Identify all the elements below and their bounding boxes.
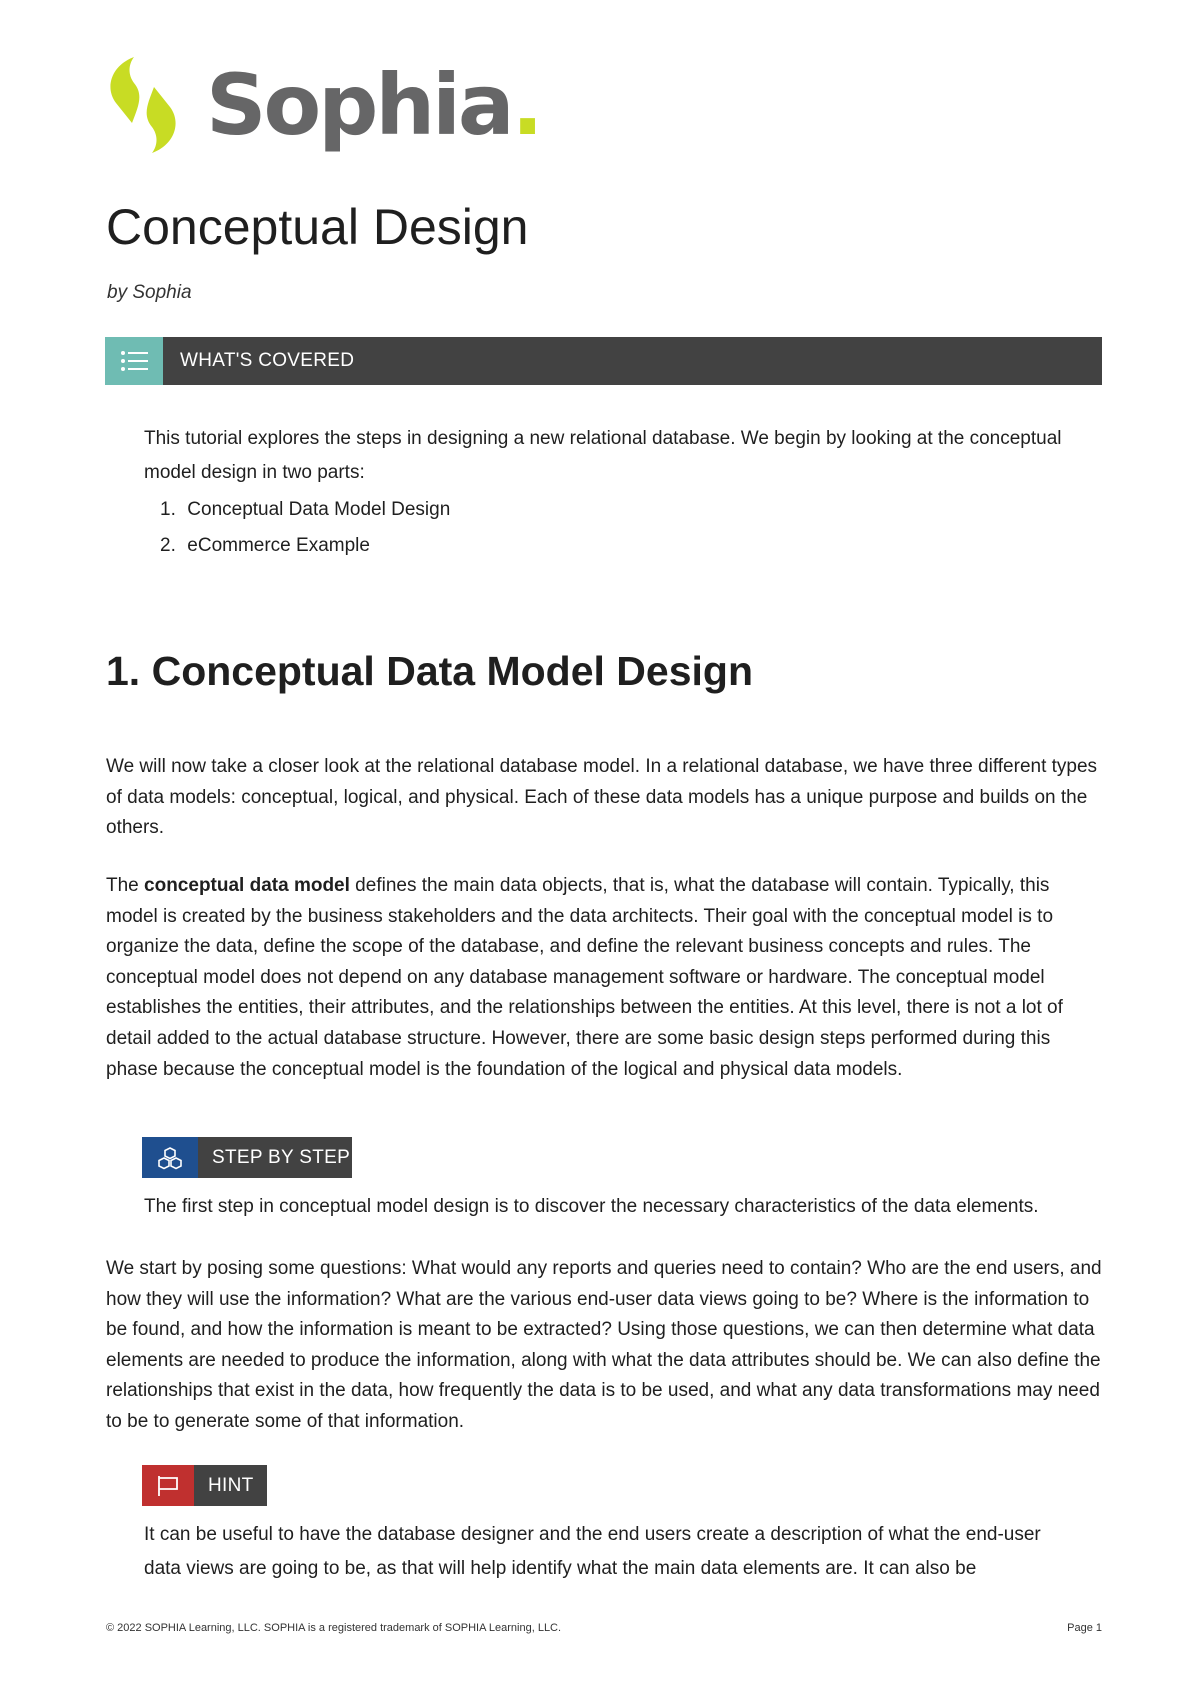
paragraph-intro: We will now take a closer look at the relational database model. In a relational database, we have three different types of data models: conceptual, logical, and physical. Each of these data models has a unique purpose and builds on the others. (106, 756, 1098, 839)
logo-word-text: Sophia (206, 56, 512, 154)
flag-icon (142, 1465, 194, 1506)
whats-covered-intro: This tutorial explores the steps in designing a new relational database. We begin by looking at the conceptual model design in two parts: (144, 428, 1062, 483)
list-item-number: 1. (160, 499, 176, 520)
byline: by Sophia (107, 282, 192, 303)
whats-covered-label: WHAT'S COVERED (180, 350, 355, 371)
sophia-wordmark (206, 56, 541, 154)
hint-text: It can be useful to have the database designer and the end users create a description of what the end-user data views are going to be, as that will help identify what the main data elements are. It can also be (144, 1524, 1041, 1579)
hint-label: HINT (208, 1474, 254, 1496)
logo-dot: . (511, 56, 541, 154)
list-item (160, 492, 1064, 528)
list-item (160, 528, 1064, 564)
step-by-step-label: STEP BY STEP (212, 1146, 351, 1168)
whats-covered-body (144, 422, 1064, 564)
paragraph-prefix: The (106, 875, 145, 896)
step-by-step-banner (142, 1137, 352, 1178)
list-icon (105, 337, 163, 385)
step-by-step-text: The first step in conceptual model design is to discover the necessary characteristics of the data elements. (144, 1196, 1039, 1217)
list-item-text: eCommerce Example (187, 535, 370, 556)
sophia-logo (104, 55, 541, 155)
list-item-number: 2. (160, 535, 176, 556)
hint-banner (142, 1465, 267, 1506)
paragraph-questions: We start by posing some questions: What would any reports and queries need to contain? Who are the end users, and how they will use the information? What are the various end-user data views going to be? Where is the information to be found, and how the information is meant to be extracted? Using those questions, we can then determine what data elements are needed to produce the information, along with what the data attributes should be. We can also define the relationships that exist in the data, how frequently the data is to be used, and what any data transformations may need to be to generate some of that information. (106, 1258, 1102, 1432)
whats-covered-banner (105, 337, 1102, 385)
paragraph-body: defines the main data objects, that is, what the database will contain. Typically, this model is created by the business stakeholders and the data architects. Their goal with the conceptual model is to organize the data, define the scope of the database, and define the relevant business concepts and rules. The conceptual model does not depend on any database management software or hardware. The conceptual model establishes the entities, their attributes, and the relationships between the entities. At this level, there is not a lot of detail added to the actual database structure. However, there are some basic design steps performed during this phase because the conceptual model is the foundation of the logical and physical data models. (106, 875, 1063, 1080)
list-item-text: Conceptual Data Model Design (187, 499, 451, 520)
sophia-leaf-icon (104, 55, 182, 155)
footer-page-number: Page 1 (1067, 1622, 1102, 1634)
key-term: conceptual data model (144, 875, 350, 896)
cubes-icon (142, 1137, 198, 1178)
section-heading: 1. Conceptual Data Model Design (106, 648, 753, 694)
footer-copyright: © 2022 SOPHIA Learning, LLC. SOPHIA is a registered trademark of SOPHIA Learning, LLC. (106, 1622, 562, 1634)
whats-covered-list (144, 492, 1064, 564)
paragraph-conceptual-model (106, 871, 1106, 1085)
page-title: Conceptual Design (106, 199, 529, 255)
